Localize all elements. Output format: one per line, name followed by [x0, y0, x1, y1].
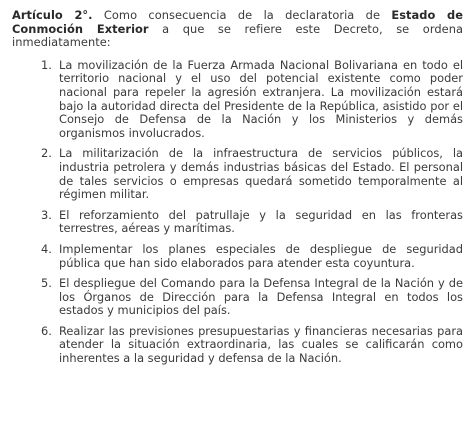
list-item-number: 3. [41, 207, 52, 222]
list-item-number: 5. [41, 276, 52, 291]
list-item-number: 2. [41, 146, 52, 161]
list-item [12, 325, 463, 366]
list-item-text: La movilización de la Fuerza Armada Nacional Bolivariana en todo el territorio nacional y el uso del potencial existente como poder nacional para repeler la agresión extranjera. La movilización estará bajo la autoridad directa del Presidente de la República, asistido por el Consejo de Defensa de la Nación y los Ministerios y demás organismos involucrados. [59, 57, 463, 140]
list-item-number: 1. [41, 57, 52, 72]
list-item [12, 209, 463, 236]
list-item-number: 6. [41, 323, 52, 338]
list-item-text: La militarización de la infraestructura de servicios públicos, la industria petrolera y demás industrias básicas del Estado. El personal de tales servicios o empresas quedará sometido temporalmente al régimen militar. [59, 146, 463, 202]
list-item [12, 277, 463, 318]
article-text-part-1: Como consecuencia de la declaratoria de [92, 8, 392, 22]
article-intro-paragraph [12, 9, 463, 50]
list-item-text: El reforzamiento del patrullaje y la seguridad en las fronteras terrestres, aéreas y marítimas. [59, 207, 463, 236]
ordered-measures-list [12, 59, 463, 366]
list-item [12, 59, 463, 141]
list-item-text: Realizar las previsiones presupuestarias y financieras necesarias para atender la situación extraordinaria, las cuales se calificarán como inherentes a la seguridad y defensa de la Nación. [59, 323, 463, 366]
list-item [12, 243, 463, 270]
article-heading: Artículo 2°. [12, 8, 93, 22]
list-item-text: Implementar los planes especiales de despliegue de seguridad pública que han sido elaborados para atender esta coyuntura. [59, 241, 463, 270]
article-text-part-2: a que se refiere este Decreto, se ordena inmediatamente: [12, 21, 463, 50]
article-bold-term: Estado de Conmoción Exterior [12, 8, 463, 36]
list-item-text: El despliegue del Comando para la Defensa Integral de la Nación y de los Órganos de Dirección para la Defensa Integral en todos los estados y municipios del país. [59, 276, 463, 318]
list-item-number: 4. [41, 241, 52, 256]
list-item [12, 147, 463, 201]
